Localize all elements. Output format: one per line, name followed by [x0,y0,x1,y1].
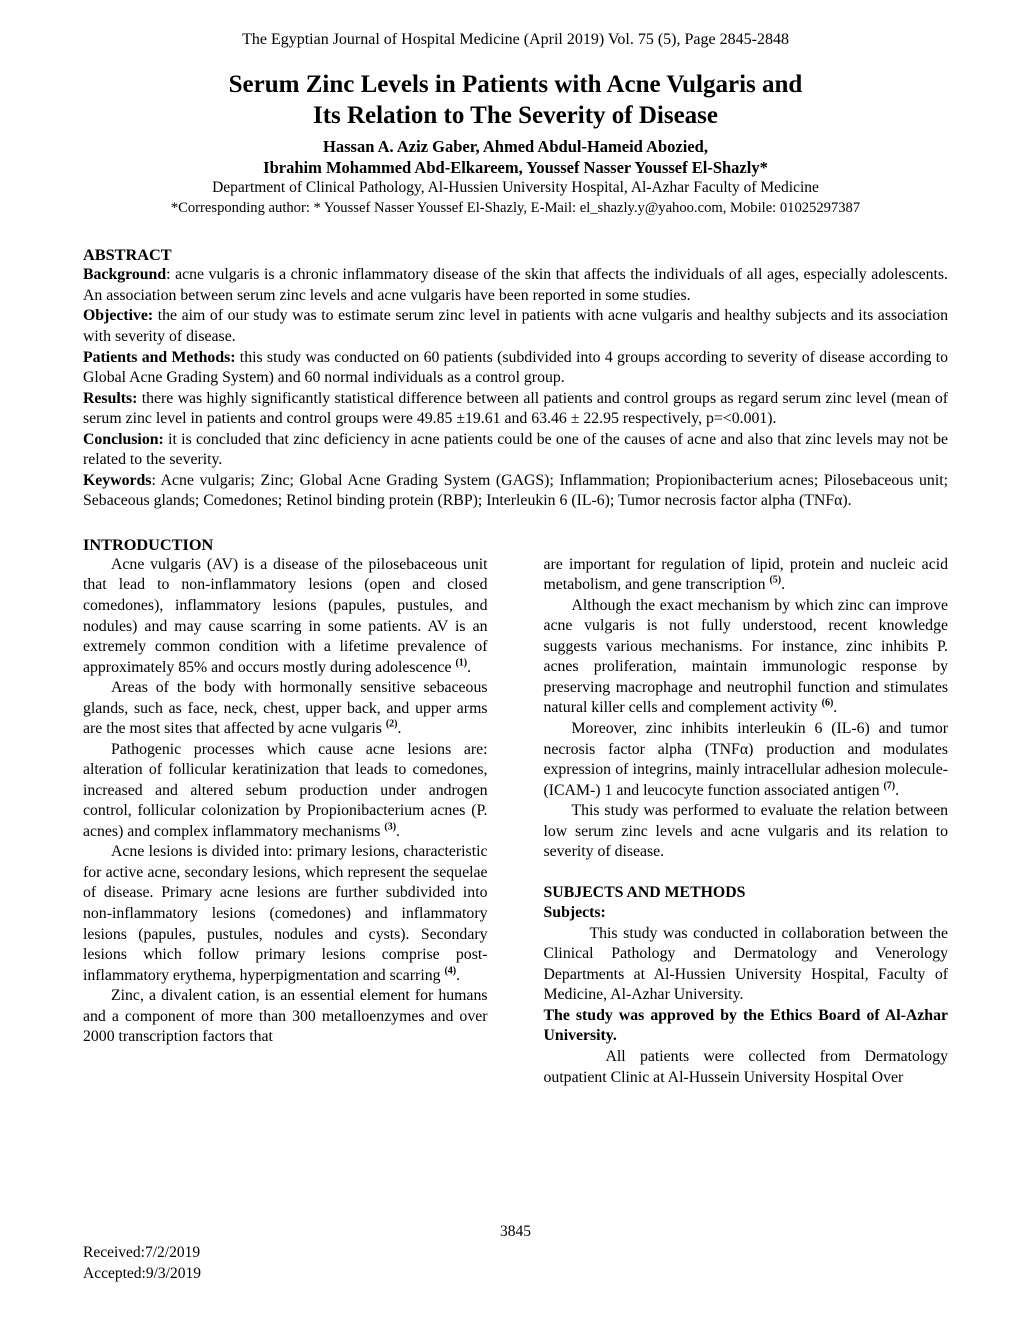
text-segment: Patients and Methods: [83,348,236,366]
authors-line2: Ibrahim Mohammed Abd-Elkareem, Youssef Nasser Youssef El-Shazly* [263,158,768,178]
text-segment: Conclusion: [83,430,164,448]
text-segment: All patients were collected from Dermatology outpatient Clinic at Al-Hussein University Hospital Over [543,1047,948,1086]
authors-line1: Hassan A. Aziz Gaber, Ahmed Abdul-Hameid Abozied, [323,137,708,156]
text-segment: Although the exact mechanism by which zinc can improve acne vulgaris is not fully understood, recent knowledge suggests various mechanisms. For instance, zinc inhibits P. acnes proliferation, maintain immunologic response by preserving macrophage and neutrophil function and stimulates natural killer cells and complement activity [543,596,948,717]
text-segment: Acne vulgaris (AV) is a disease of the pilosebaceous unit that lead to non-inflammatory lesions (open and closed comedones), inflammatory lesions (papules, pustules, and nodules) and may cause scarring in some patients. AV is an extremely common condition with a lifetime prevalence of approximately 85% and occurs mostly during adolescence [83,555,488,676]
introduction-heading: INTRODUCTION [83,534,214,554]
left-column [83,534,488,1088]
abstract-patients-methods [83,348,948,389]
reference-superscript: (1) [455,657,468,669]
paragraph [544,555,949,596]
text-segment: . [397,720,402,738]
text-segment: Acne lesions is divided into: primary lesions, characteristic for active acne, secondary lesions, which represent the sequelae of disease. Primary acne lesions are further subdivided into non-inflammatory lesions (comedones) and inflammatory lesions (papules, pustules, nodules and cysts). Secondary lesions which follow primary lesions comprise post-inflammatory erythema, hyperpigmentation and scarring [83,843,488,984]
text-segment: Areas of the body with hormonally sensitive sebaceous glands, such as face, neck, chest, upper back, and upper arms are the most sites that affected by acne vulgaris [83,679,488,738]
text-segment: this study was conducted on 60 patients (subdivided into 4 groups according to severity of disease according to Global Acne Grading System) and 60 normal individuals as a control group. [83,348,948,387]
abstract-background [83,265,948,306]
abstract-heading: ABSTRACT [83,245,172,265]
text-segment: The study was approved by the Ethics Board of Al-Azhar University. [543,1006,948,1045]
text-segment: Zinc, a divalent cation, is an essential element for humans and a component of more than 300 metalloenzymes and over 2000 transcription factors that [83,987,488,1046]
text-segment: Moreover, zinc inhibits interleukin 6 (IL-6) and tumor necrosis factor alpha (TNFα) production and modulates expression of integrins, mainly intracellular adhesion molecule- (ICAM-) 1 and leucocyte function associated antigen [543,720,948,799]
reference-superscript: (5) [769,575,782,587]
page-footer [83,1222,948,1284]
text-segment: Keywords [83,471,152,489]
text-segment: . [781,576,786,594]
text-segment: . [396,822,400,840]
reference-superscript: (2) [385,718,398,730]
paper-title [83,70,948,131]
text-segment: it is concluded that zinc deficiency in acne patients could be one of the causes of acne and also that zinc levels may not be related to the severity. [83,430,948,469]
reference-superscript: (7) [883,780,896,792]
text-segment: Subjects: [543,904,606,922]
paragraph [544,1047,949,1088]
text-segment: : acne vulgaris is a chronic inflammatory disease of the skin that affects the individuals of all ages, especially adolescents. An association between serum zinc levels and acne vulgaris have been reported in some studies. [83,266,948,304]
subjects-and-methods-heading [544,883,949,904]
subjects-subheading [544,903,949,924]
abstract-objective [83,306,948,347]
paragraph [544,924,949,1006]
corresponding-author-line: *Corresponding author: * Youssef Nasser Youssef El-Shazly, E-Mail: el_shazly.y@yahoo.com, Mobile: 01025297387 [170,199,861,216]
text-segment: there was highly significantly statistical difference between all patients and control groups as regard serum zinc level (mean of serum zinc level in patients and control groups were 49.85 ±19.61 and 63.46 ± 22.95 respectively, p=<0.001). [83,389,948,428]
right-column [544,534,949,1088]
paragraph [83,555,488,678]
text-segment: Objective: [83,307,154,325]
journal-header-line: The Egyptian Journal of Hospital Medicine (April 2019) Vol. 75 (5), Page 2845-2848 [242,31,789,48]
text-segment: . [895,781,900,799]
paragraph [83,986,488,1048]
paragraph [83,740,488,843]
received-date: Received:7/2/2019 [83,1243,201,1261]
introduction-right-text [544,555,949,1088]
text-segment: . [467,658,472,676]
paper-title-line1: Serum Zinc Levels in Patients with Acne Vulgaris and [228,71,803,98]
introduction-left-text [83,555,488,1048]
paragraph [83,842,488,986]
paragraph [544,719,949,801]
text-segment: the aim of our study was to estimate serum zinc level in patients with acne vulgaris and healthy subjects and its association with severity of disease. [83,307,948,345]
abstract-section [83,244,948,512]
text-segment: SUBJECTS AND METHODS [543,883,746,901]
two-column-body [83,534,948,1088]
ethics-statement [544,1006,949,1047]
text-segment: . [456,966,461,984]
paragraph [83,678,488,740]
paper-title-line2: Its Relation to The Severity of Disease [312,101,719,129]
abstract-results [83,389,948,430]
abstract-conclusion [83,430,948,471]
text-segment: Pathogenic processes which cause acne lesions are: alteration of follicular keratinization that leads to comedones, increased and altered sebum production under androgen control, follicular colonization by Propionibacterium acnes (P. acnes) and complex inflammatory mechanisms [83,740,488,840]
authors-block [83,136,948,178]
reference-superscript: (6) [821,698,834,710]
accepted-date: Accepted:9/3/2019 [83,1264,201,1282]
affiliation-line: Department of Clinical Pathology, Al-Hussien University Hospital, Al-Azhar Faculty of Medicine [212,179,819,197]
text-segment: : Acne vulgaris; Zinc; Global Acne Grading System (GAGS); Inflammation; Propionibacterium acnes; Pilosebaceous unit; Sebaceous glands; Comedones; Retinol binding protein (RBP); Interleukin 6 (IL-6); Tumor necrosis factor alpha (TNFα). [83,471,948,510]
page-number: 3845 [500,1223,531,1240]
abstract-keywords [83,471,948,512]
text-segment: Results: [83,389,138,407]
text-segment: Background [83,266,167,284]
text-segment: This study was performed to evaluate the relation between low serum zinc levels and acne vulgaris and its relation to severity of disease. [543,802,948,861]
text-segment: are important for regulation of lipid, protein and nucleic acid metabolism, and gene transcription [543,555,948,594]
text-segment: This study was conducted in collaboration between the Clinical Pathology and Dermatology and Venerology Departments at Al-Hussien University Hospital, Faculty of Medicine, Al-Azhar University. [543,924,948,1004]
text-segment: . [833,699,838,717]
reference-superscript: (3) [384,821,397,833]
abstract-body [83,265,948,511]
paragraph [544,801,949,863]
reference-superscript: (4) [444,965,457,977]
paragraph [544,596,949,719]
